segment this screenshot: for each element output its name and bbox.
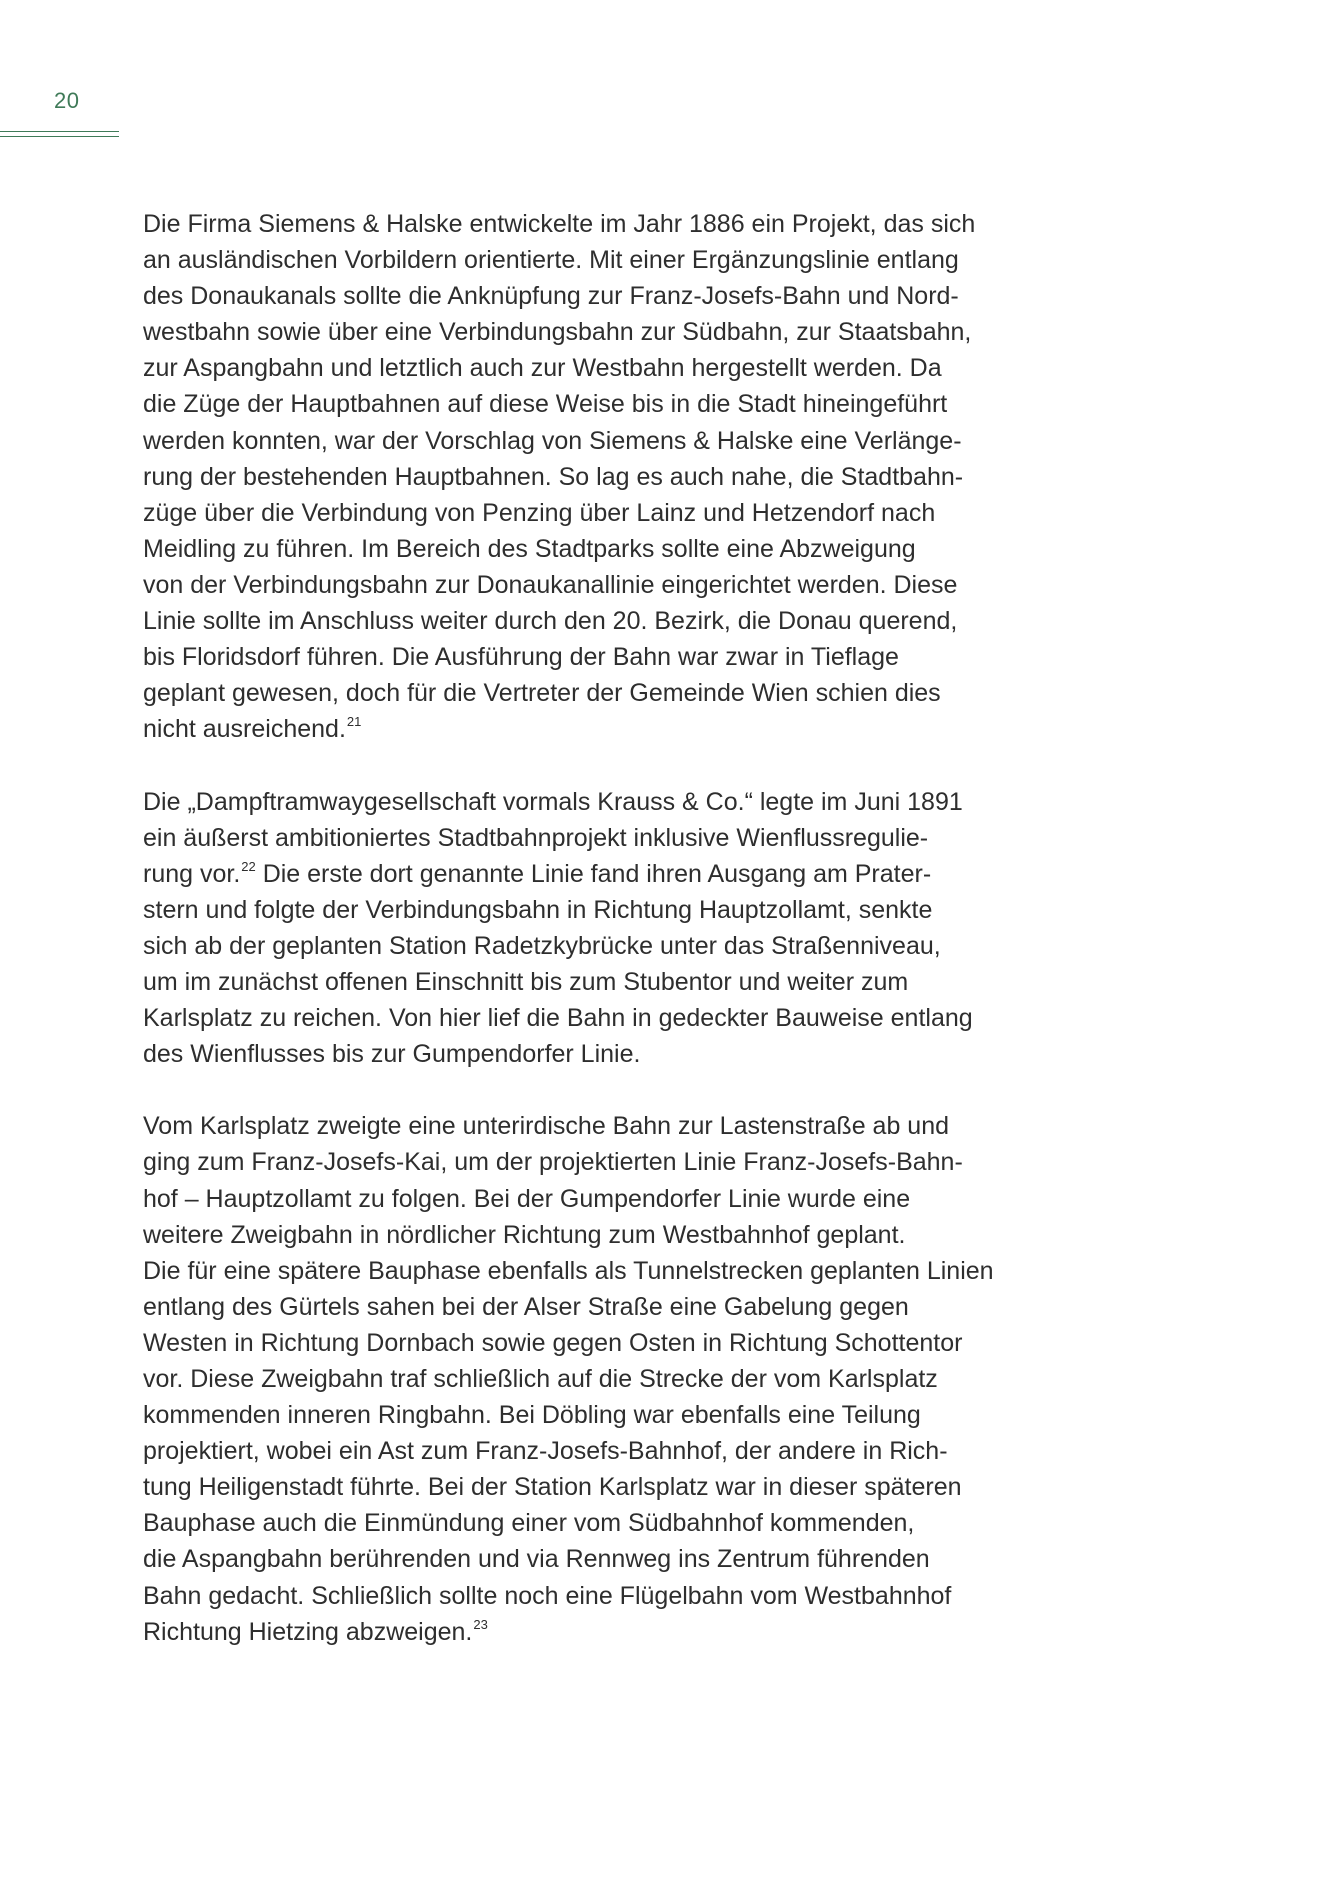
text-line: um im zunächst offenen Einschnitt bis zum Stubentor und weiter zum [143, 967, 909, 996]
text-line: weitere Zweigbahn in nördlicher Richtung zum Westbahnhof geplant. [143, 1220, 906, 1249]
text-line: rung der bestehenden Hauptbahnen. So lag es auch nahe, die Stadtbahn- [143, 462, 964, 491]
text-line: des Wienflusses bis zur Gumpendorfer Linie. [143, 1040, 641, 1069]
paragraph-3 [143, 1108, 1043, 1649]
text-line-with-footnote [143, 856, 1043, 892]
text-line: Die Firma Siemens & Halske entwickelte im Jahr 1886 ein Projekt, das sich [143, 210, 976, 238]
text-line-last [143, 1614, 1043, 1650]
text-line: Linie sollte im Anschluss weiter durch den 20. Bezirk, die Donau querend, [143, 607, 958, 636]
text-line: projektiert, wobei ein Ast zum Franz-Josefs-Bahnhof, der andere in Rich- [143, 1437, 948, 1466]
text-line: kommenden inneren Ringbahn. Bei Döbling war ebenfalls eine Teilung [143, 1401, 921, 1430]
text-line: die Züge der Hauptbahnen auf diese Weise bis in die Stadt hineingeführt [143, 390, 948, 419]
text-fragment: rung vor. [143, 859, 241, 888]
text-line: Karlsplatz zu reichen. Von hier lief die Bahn in gedeckter Bauweise entlang [143, 1004, 973, 1033]
paragraph-gap [143, 1072, 1043, 1108]
footnote-ref-23[interactable]: 23 [473, 1616, 488, 1632]
text-line: ging zum Franz-Josefs-Kai, um der projektierten Linie Franz-Josefs-Bahn- [143, 1148, 963, 1177]
text-line: Meidling zu führen. Im Bereich des Stadtparks sollte eine Abzweigung [143, 534, 916, 563]
paragraph-gap [143, 747, 1043, 783]
text-line: stern und folgte der Verbindungsbahn in Richtung Hauptzollamt, senkte [143, 895, 933, 924]
paragraph-1 [143, 206, 1043, 747]
footnote-ref-21[interactable]: 21 [346, 714, 362, 730]
text-line: züge über die Verbindung von Penzing über Lainz und Hetzendorf nach [143, 498, 936, 527]
text-line: von der Verbindungsbahn zur Donaukanallinie eingerichtet werden. Diese [143, 570, 958, 599]
text-line: zur Aspangbahn und letztlich auch zur Westbahn hergestellt werden. Da [143, 354, 942, 383]
text-line: westbahn sowie über eine Verbindungsbahn zur Südbahn, zur Staatsbahn, [143, 318, 972, 347]
text-line: Westen in Richtung Dornbach sowie gegen Osten in Richtung Schottentor [143, 1328, 963, 1357]
paragraph-2 [143, 784, 1043, 1073]
text-fragment: nicht ausreichend. [143, 715, 346, 744]
text-line: ein äußerst ambitioniertes Stadtbahnprojekt inklusive Wienflussregulie- [143, 823, 929, 852]
text-line: werden konnten, war der Vorschlag von Siemens & Halske eine Verlänge- [143, 426, 962, 455]
text-fragment: Richtung Hietzing abzweigen. [143, 1617, 473, 1646]
text-line: Bauphase auch die Einmündung einer vom Südbahnhof kommenden, [143, 1509, 915, 1538]
text-line: an ausländischen Vorbildern orientierte. Mit einer Ergänzungslinie entlang [143, 246, 959, 275]
body-text [143, 206, 1043, 1650]
text-line: entlang des Gürtels sahen bei der Alser Straße eine Gabelung gegen [143, 1292, 909, 1321]
text-line: die Aspangbahn berührenden und via Rennweg ins Zentrum führenden [143, 1545, 930, 1574]
footnote-ref-22[interactable]: 22 [241, 858, 256, 874]
text-line: Die für eine spätere Bauphase ebenfalls als Tunnelstrecken geplanten Linien [143, 1256, 994, 1285]
header-rule [0, 131, 119, 137]
text-line: Vom Karlsplatz zweigte eine unterirdische Bahn zur Lastenstraße ab und [143, 1112, 950, 1141]
text-line: des Donaukanals sollte die Anknüpfung zur Franz-Josefs-Bahn und Nord- [143, 282, 959, 311]
page-number: 20 [54, 88, 80, 113]
text-line: vor. Diese Zweigbahn traf schließlich auf die Strecke der vom Karlsplatz [143, 1365, 938, 1393]
text-line: tung Heiligenstadt führte. Bei der Station Karlsplatz war in dieser späteren [143, 1473, 962, 1502]
text-line: Die „Dampftramwaygesellschaft vormals Krauss & Co.“ legte im Juni 1891 [143, 787, 963, 816]
text-line: Bahn gedacht. Schließlich sollte noch eine Flügelbahn vom Westbahnhof [143, 1581, 952, 1610]
text-line: hof – Hauptzollamt zu folgen. Bei der Gumpendorfer Linie wurde eine [143, 1184, 911, 1213]
text-fragment: Die erste dort genannte Linie fand ihren Ausgang am Prater- [255, 859, 932, 888]
text-line: bis Floridsdorf führen. Die Ausführung der Bahn war zwar in Tieflage [143, 643, 899, 672]
text-line: sich ab der geplanten Station Radetzkybrücke unter das Straßenniveau, [143, 931, 941, 960]
text-line: geplant gewesen, doch für die Vertreter der Gemeinde Wien schien dies [143, 679, 941, 708]
text-line-last [143, 711, 1043, 747]
